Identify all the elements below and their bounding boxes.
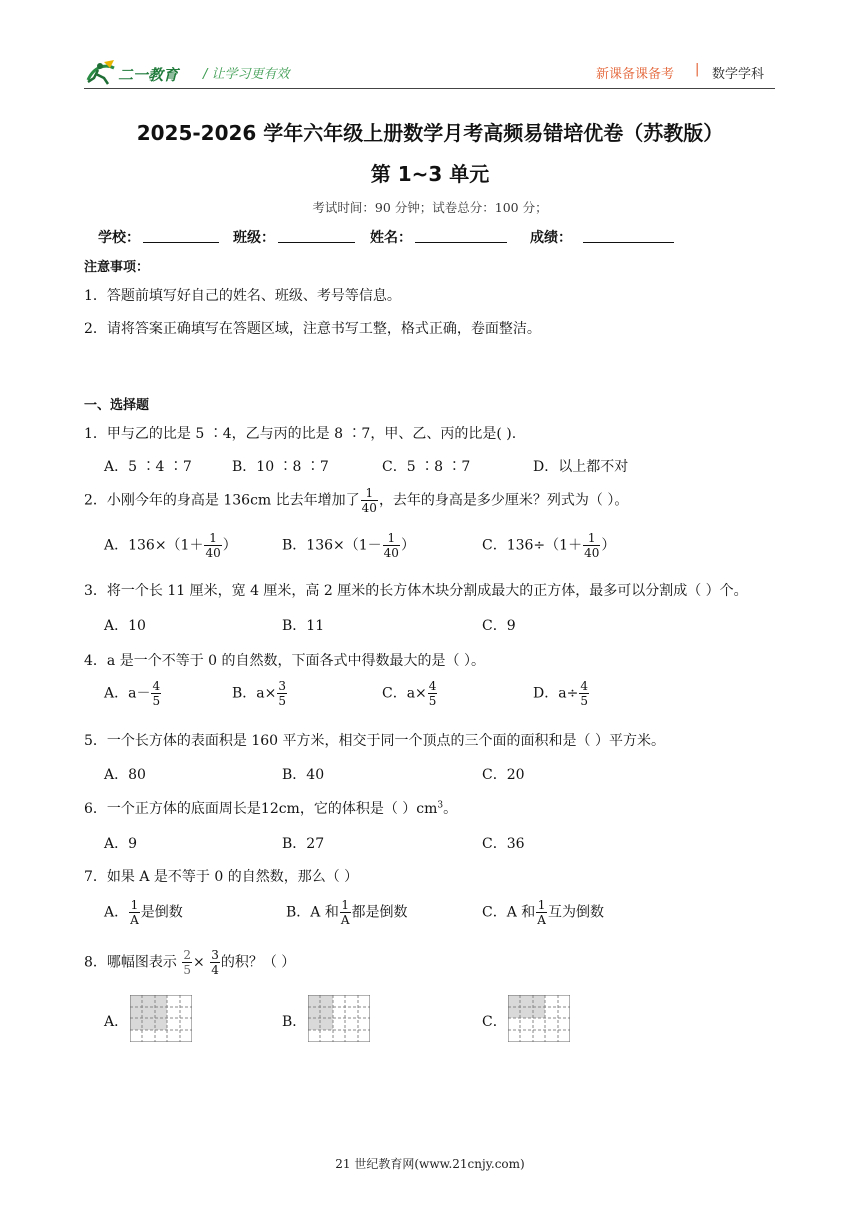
q3-option-b[interactable]: B．11 (282, 618, 325, 634)
q8-option-b[interactable]: B． (282, 1014, 307, 1030)
notes-heading: 注意事项： (84, 260, 150, 275)
q6-option-c[interactable]: C．36 (482, 836, 525, 852)
q7-option-c[interactable]: C．A 和 $\frac{1}{A}$ 互为倒数 (482, 898, 604, 927)
fraction: $\frac{4}{5}$ (152, 679, 161, 708)
question-2: 2．小刚今年的身高是 136cm 比去年增加了 $\frac{1}{40}$ ，去年的身高是多少厘米？列式为（ ）。 (84, 486, 629, 515)
name-field[interactable] (415, 242, 507, 243)
q7-option-a[interactable]: A． $\frac{1}{A}$ 是倒数 (104, 898, 183, 927)
q4-option-d[interactable]: D．a÷ $\frac{4}{5}$ (533, 679, 588, 708)
class-field[interactable] (278, 242, 355, 243)
fraction: $\frac{1}{40}$ (205, 531, 221, 560)
fraction: $\frac{1}{40}$ (584, 531, 600, 560)
score-field[interactable] (583, 242, 674, 243)
fraction: $\frac{3}{5}$ (278, 679, 287, 708)
q3-option-a[interactable]: A．10 (104, 618, 146, 634)
page-footer: 21 世纪教育网(www.21cnjy.com) (335, 1157, 525, 1171)
note-item: 2．请将答案正确填写在答题区域，注意书写工整，格式正确，卷面整洁。 (84, 321, 541, 337)
fraction: $\frac{1}{A}$ (130, 898, 139, 927)
fraction: $\frac{1}{40}$ (361, 486, 377, 515)
q2-option-a[interactable]: A．136×（1＋ $\frac{1}{40}$ ） (104, 531, 237, 560)
school-label: 学校： (98, 230, 140, 246)
logo-text: 二一教育 (118, 66, 179, 84)
q2-option-c[interactable]: C．136÷（1＋ $\frac{1}{40}$ ） (482, 531, 616, 560)
question-1: 1．甲与乙的比是 5 ∶4，乙与丙的比是 8 ∶7，甲、乙、丙的比是( ). (84, 426, 517, 442)
q6-option-b[interactable]: B．27 (282, 836, 325, 852)
fraction: $\frac{1}{A}$ (340, 898, 350, 927)
q8-option-a[interactable]: A． (104, 1014, 129, 1030)
slogan: / 让学习更有效 (203, 67, 290, 82)
score-label: 成绩： (530, 230, 572, 246)
q4-option-a[interactable]: A．a－ $\frac{4}{5}$ (104, 679, 161, 708)
q1-option-b[interactable]: B．10 ∶8 ∶7 (232, 459, 329, 475)
q6-option-a[interactable]: A．9 (104, 836, 138, 852)
q5-option-c[interactable]: C．20 (482, 767, 525, 783)
question-8: 8．哪幅图表示 $\frac{2}{5}$ × $\frac{3}{4}$ 的积？（ ） (84, 948, 296, 977)
q4-option-b[interactable]: B．a× $\frac{3}{5}$ (232, 679, 287, 708)
q1-option-d[interactable]: D．以上都不对 (533, 459, 629, 475)
question-3: 3．将一个长 11 厘米，宽 4 厘米，高 2 厘米的长方体木块分割成最大的正方体，最多可以分割成（ ）个。 (84, 583, 748, 599)
q5-option-a[interactable]: A．80 (104, 767, 146, 783)
class-label: 班级： (233, 230, 275, 246)
q1-option-a[interactable]: A．5 ∶4 ∶7 (104, 459, 192, 475)
q8-grid-b[interactable] (308, 995, 370, 1042)
question-4: 4．a 是一个不等于 0 的自然数，下面各式中得数最大的是（ ）。 (84, 653, 485, 669)
page-subtitle: 第 1~3 单元 (370, 162, 490, 186)
fraction: $\frac{4}{5}$ (580, 679, 588, 708)
q8-grid-a[interactable] (130, 995, 192, 1042)
q1-option-c[interactable]: C．5 ∶8 ∶7 (382, 459, 471, 475)
page-title: 2025-2026 学年六年级上册数学月考高频易错培优卷（苏教版） (136, 121, 724, 145)
header-rule (84, 88, 775, 89)
q4-option-c[interactable]: C．a× $\frac{4}{5}$ (382, 679, 437, 708)
q2-option-b[interactable]: B．136×（1－ $\frac{1}{40}$ ） (282, 531, 415, 560)
name-label: 姓名： (370, 230, 412, 246)
school-field[interactable] (143, 242, 219, 243)
question-6: 6．一个正方体的底面周长是12cm，它的体积是（ ）$cm^3$。 (84, 800, 458, 817)
question-7: 7．如果 A 是不等于 0 的自然数，那么（ ） (84, 869, 359, 885)
exam-meta: 考试时间：90 分钟；试卷总分：100 分； (312, 200, 548, 215)
header-tag-right: 数学学科 (712, 67, 765, 82)
fraction: $\frac{2}{5}$ (183, 948, 192, 977)
section-title: 一、选择题 (84, 398, 150, 413)
fraction: $\frac{1}{A}$ (537, 898, 546, 927)
header-tag-left: 新课备课备考 (596, 67, 675, 82)
q7-option-b[interactable]: B．A 和 $\frac{1}{A}$ 都是倒数 (286, 898, 408, 927)
fraction: $\frac{3}{4}$ (211, 948, 219, 977)
q8-option-c[interactable]: C． (482, 1014, 507, 1030)
note-item: 1．答题前填写好自己的姓名、班级、考号等信息。 (84, 288, 401, 304)
header-separator: | (695, 62, 700, 77)
fraction: $\frac{4}{5}$ (428, 679, 437, 708)
q8-grid-c[interactable] (508, 995, 570, 1042)
q5-option-b[interactable]: B．40 (282, 767, 325, 783)
question-5: 5．一个长方体的表面积是 160 平方米，相交于同一个顶点的三个面的面积和是（ ）平方米。 (84, 733, 665, 749)
fraction: $\frac{1}{40}$ (383, 531, 399, 560)
q3-option-c[interactable]: C．9 (482, 618, 516, 634)
